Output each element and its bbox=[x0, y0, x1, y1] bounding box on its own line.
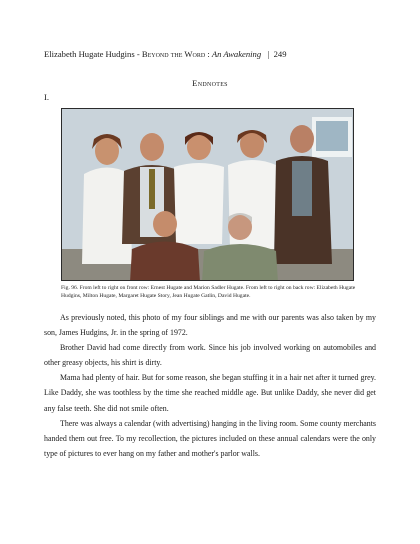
header-author: Elizabeth Hugate Hudgins - bbox=[44, 49, 142, 59]
paragraph: Brother David had come directly from work. Since his job involved working on automobiles and other greasy objects, his shirt is dirty. bbox=[44, 343, 376, 368]
paragraph: There was always a calendar (with advertising) hanging in the living room. Some county merchants handed them out free. To my recollection, the pictures included on these annual calendars were the only type of pictures to ever hang on my father and mother's parlor walls. bbox=[44, 418, 376, 458]
photo-caption: Fig. 96. From left to right on front row: Ernest Hugate and Marion Sadler Hugate. From left to right on back row: Elizabeth Hugate Hudgins, Milton Hugate, Margaret Hugate Story, Jean Hugate Gatlin, David Hugate. bbox=[61, 285, 356, 299]
section-title: Endnotes bbox=[192, 78, 228, 88]
paragraph: Mama had plenty of hair. But for some reason, she began stuffing it in a hair net after it turned grey. Like Daddy, she was toothless by the time she reached middle age. But unlike Daddy, she never did get any false teeth. She did not smile often. bbox=[44, 373, 376, 413]
family-photo-image bbox=[62, 109, 354, 281]
paragraph: As previously noted, this photo of my four siblings and me with our parents was also taken by my son, James Hudgins, Jr. in the spring of 1972. bbox=[44, 313, 376, 338]
header-subtitle: An Awakening bbox=[211, 49, 262, 59]
body-text bbox=[44, 310, 376, 461]
endnote-marker: I. bbox=[44, 92, 50, 102]
header-book-title: Beyond the Word bbox=[141, 49, 206, 59]
header-page-separator: | bbox=[261, 49, 274, 59]
page-number: 249 bbox=[273, 49, 287, 59]
header-separator: : bbox=[205, 49, 212, 59]
running-header bbox=[44, 49, 286, 59]
family-photo bbox=[61, 108, 354, 281]
